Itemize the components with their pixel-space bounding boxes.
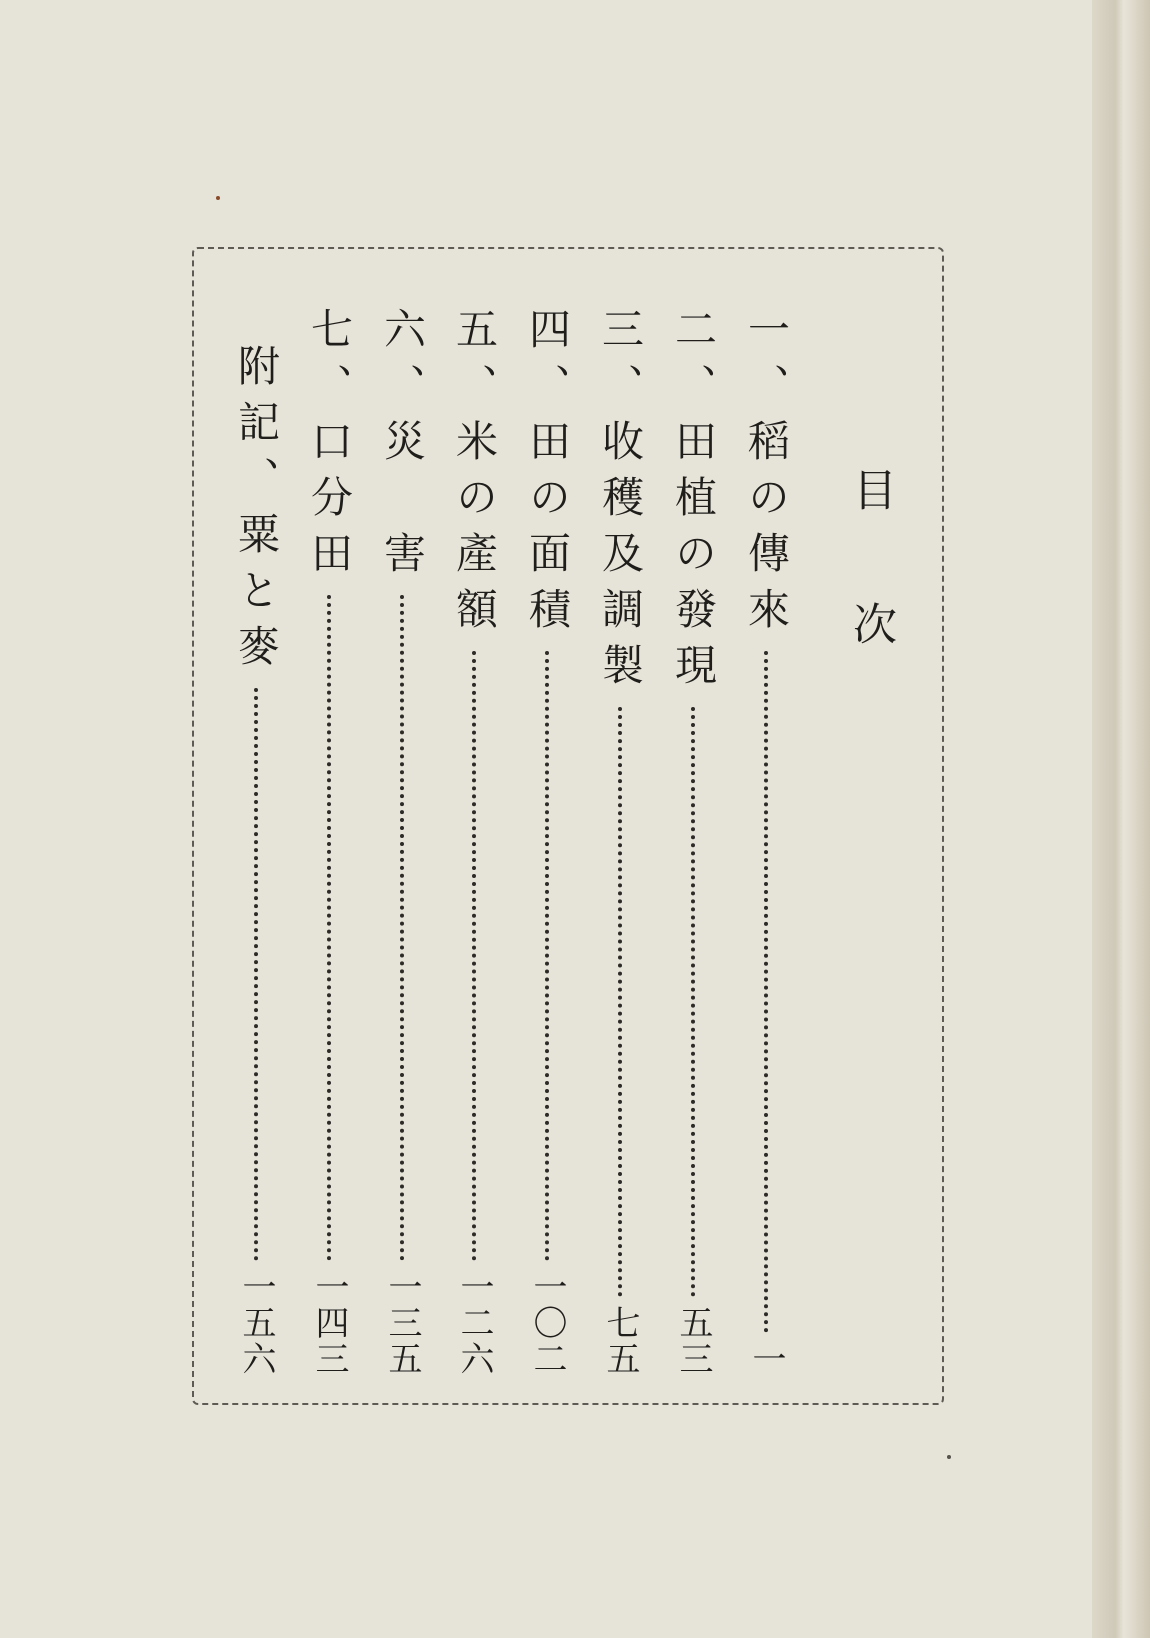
dot-leader <box>545 651 549 1261</box>
toc-entry-label: 四、田の面積 <box>523 307 572 643</box>
toc-entry-label: 七、口分田 <box>305 307 354 587</box>
toc-entry-page: 一三五 <box>382 1269 422 1377</box>
toc-entry-page: 一四三 <box>309 1269 349 1377</box>
paper-speck <box>947 1455 951 1459</box>
toc-entry[interactable] <box>444 307 504 1377</box>
toc-entry[interactable] <box>517 307 577 1377</box>
toc-entry-label: 一、稻の傳來 <box>742 307 791 643</box>
toc-entry-label: 三、收穫及調製 <box>596 307 645 699</box>
toc-entry-label: 附記、粟と麥 <box>232 344 281 680</box>
toc-frame <box>192 247 944 1405</box>
toc-entry[interactable] <box>226 344 286 1377</box>
toc-title-char-2: 次 <box>845 601 896 645</box>
dot-leader <box>327 595 331 1261</box>
toc-entry[interactable] <box>590 307 650 1377</box>
toc-entry[interactable] <box>663 307 723 1377</box>
toc-entry-page: 一〇二 <box>527 1269 567 1377</box>
toc-entry-page: 一五六 <box>236 1269 276 1377</box>
toc-entry-label: 二、田植の發現 <box>669 307 718 699</box>
toc-entry-page: 一二六 <box>454 1269 494 1377</box>
toc-entry-page: 五三 <box>673 1305 713 1377</box>
toc-entry-page: 七五 <box>600 1305 640 1377</box>
toc-entry-label: 五、米の產額 <box>450 307 499 643</box>
toc-entry[interactable] <box>372 307 432 1377</box>
toc-title-char-1: 目 <box>845 467 896 511</box>
dot-leader <box>691 707 695 1297</box>
toc-entry-page: 一 <box>746 1341 786 1377</box>
toc-entry[interactable] <box>299 307 359 1377</box>
dot-leader <box>618 707 622 1297</box>
page-edge-shadow <box>1092 0 1150 1638</box>
toc-entry-label: 六、災 害 <box>378 307 427 587</box>
dot-leader <box>254 688 258 1261</box>
dot-leader <box>764 651 768 1333</box>
toc-entry[interactable] <box>736 307 796 1377</box>
toc-title <box>840 467 900 645</box>
dot-leader <box>472 651 476 1261</box>
dot-leader <box>400 595 404 1261</box>
paper-speck <box>216 196 220 200</box>
